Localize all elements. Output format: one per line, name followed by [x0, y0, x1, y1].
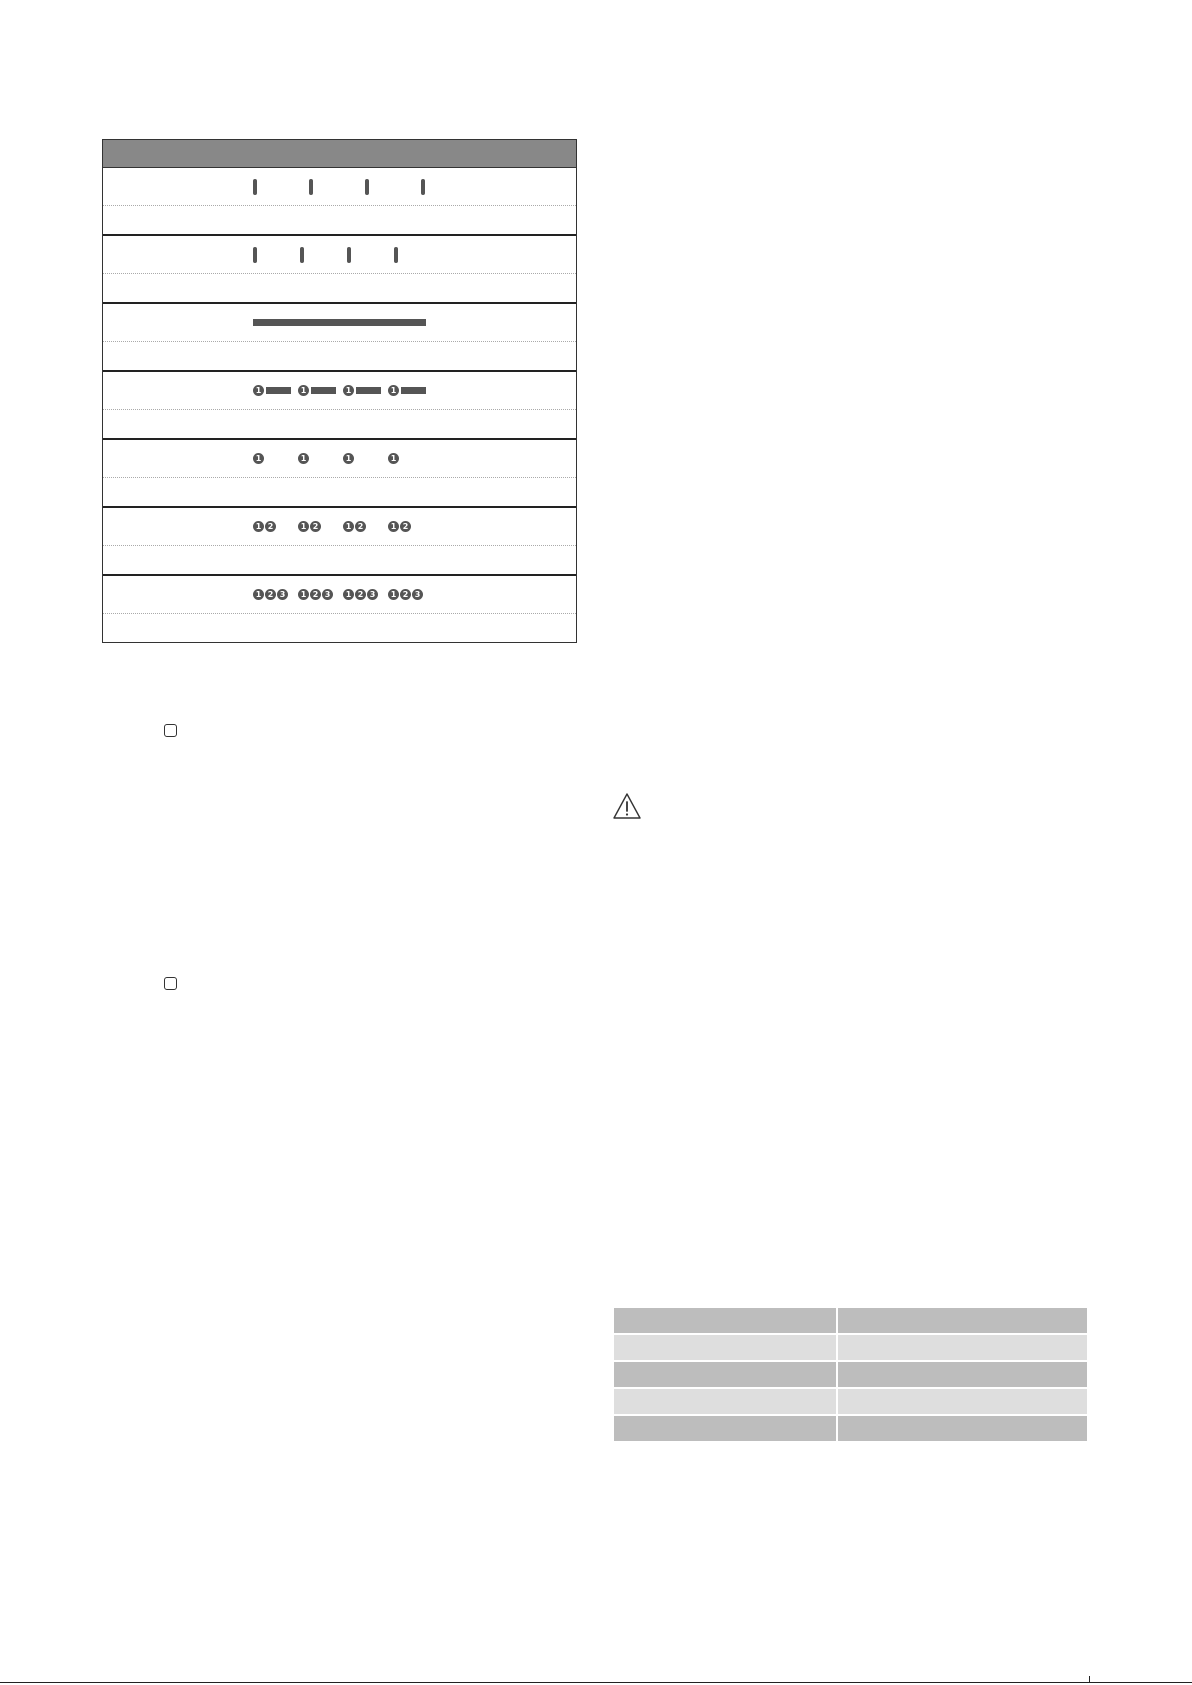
pattern-row — [103, 576, 576, 642]
pattern-number-marker: 2 — [265, 521, 276, 532]
grey-table-cell — [837, 1334, 1088, 1361]
pattern-number-marker: 3 — [322, 589, 333, 600]
pattern-row-main — [103, 236, 576, 274]
pattern-number-marker: 1 — [298, 385, 309, 396]
pattern-number-marker: 1 — [388, 385, 399, 396]
pattern-bar — [311, 387, 336, 394]
bottom-rule-tick — [1089, 1676, 1090, 1683]
pattern-row-main — [103, 440, 576, 478]
pattern-bar — [266, 387, 291, 394]
pattern-row-main — [103, 576, 576, 614]
pattern-tick — [394, 247, 398, 263]
pattern-row-main — [103, 508, 576, 546]
pattern-tick — [300, 247, 304, 263]
pattern-number-marker: 1 — [298, 453, 309, 464]
square-icon — [164, 724, 177, 737]
pattern-number-marker: 3 — [277, 589, 288, 600]
pattern-number-marker: 2 — [310, 589, 321, 600]
pattern-graphic — [253, 168, 573, 205]
pattern-tick — [253, 247, 257, 263]
pattern-row — [103, 168, 576, 236]
grey-table-cell — [837, 1388, 1088, 1415]
pattern-table-body — [103, 168, 576, 642]
pattern-row — [103, 304, 576, 372]
pattern-number-marker: 2 — [355, 589, 366, 600]
pattern-tick — [309, 179, 313, 195]
pattern-number-marker: 1 — [253, 521, 264, 532]
pattern-graphic — [253, 304, 573, 341]
grey-table-cell — [837, 1361, 1088, 1388]
pattern-tick — [421, 179, 425, 195]
pattern-row-sub — [103, 342, 576, 370]
pattern-graphic — [253, 440, 573, 477]
grey-table-cell — [613, 1361, 837, 1388]
pattern-tick — [347, 247, 351, 263]
pattern-number-marker: 1 — [343, 521, 354, 532]
grey-table — [612, 1306, 1089, 1443]
pattern-graphic — [253, 508, 573, 545]
pattern-graphic — [253, 576, 573, 613]
square-icon — [164, 977, 177, 990]
pattern-graphic — [253, 236, 573, 273]
grey-table-cell — [613, 1334, 837, 1361]
pattern-number-marker: 2 — [265, 589, 276, 600]
pattern-number-marker: 2 — [400, 589, 411, 600]
grey-table-row — [613, 1307, 1088, 1334]
grey-table-cell — [613, 1388, 837, 1415]
grey-table-cell — [613, 1415, 837, 1442]
pattern-number-marker: 1 — [343, 589, 354, 600]
pattern-bar — [401, 387, 426, 394]
pattern-row — [103, 372, 576, 440]
pattern-bar — [253, 319, 426, 326]
pattern-tick — [365, 179, 369, 195]
pattern-number-marker: 3 — [412, 589, 423, 600]
pattern-number-marker: 1 — [388, 453, 399, 464]
pattern-number-marker: 2 — [400, 521, 411, 532]
pattern-number-marker: 1 — [298, 521, 309, 532]
grey-table-cell — [837, 1415, 1088, 1442]
warning-triangle-icon — [612, 792, 642, 820]
pattern-row-main — [103, 168, 576, 206]
pattern-row-main — [103, 372, 576, 410]
pattern-table-header — [103, 140, 576, 168]
grey-table-row — [613, 1388, 1088, 1415]
pattern-number-marker: 1 — [388, 521, 399, 532]
pattern-number-marker: 1 — [298, 589, 309, 600]
pattern-number-marker: 1 — [253, 589, 264, 600]
pattern-number-marker: 1 — [343, 385, 354, 396]
pattern-bar — [356, 387, 381, 394]
grey-table-row — [613, 1415, 1088, 1442]
pattern-row-sub — [103, 206, 576, 234]
pattern-tick — [253, 179, 257, 195]
grey-table-cell — [613, 1307, 837, 1334]
pattern-number-marker: 2 — [310, 521, 321, 532]
pattern-row-main — [103, 304, 576, 342]
bottom-rule — [0, 1682, 1192, 1683]
pattern-table — [102, 139, 577, 643]
pattern-row-sub — [103, 478, 576, 506]
pattern-number-marker: 1 — [388, 589, 399, 600]
pattern-number-marker: 3 — [367, 589, 378, 600]
grey-table-cell — [837, 1307, 1088, 1334]
grey-table-row — [613, 1361, 1088, 1388]
pattern-row — [103, 440, 576, 508]
pattern-number-marker: 1 — [253, 453, 264, 464]
pattern-row — [103, 508, 576, 576]
pattern-row-sub — [103, 546, 576, 574]
pattern-row — [103, 236, 576, 304]
pattern-graphic — [253, 372, 573, 409]
pattern-number-marker: 1 — [253, 385, 264, 396]
grey-table-row — [613, 1334, 1088, 1361]
pattern-row-sub — [103, 274, 576, 302]
pattern-number-marker: 2 — [355, 521, 366, 532]
pattern-row-sub — [103, 614, 576, 642]
pattern-row-sub — [103, 410, 576, 438]
pattern-number-marker: 1 — [343, 453, 354, 464]
